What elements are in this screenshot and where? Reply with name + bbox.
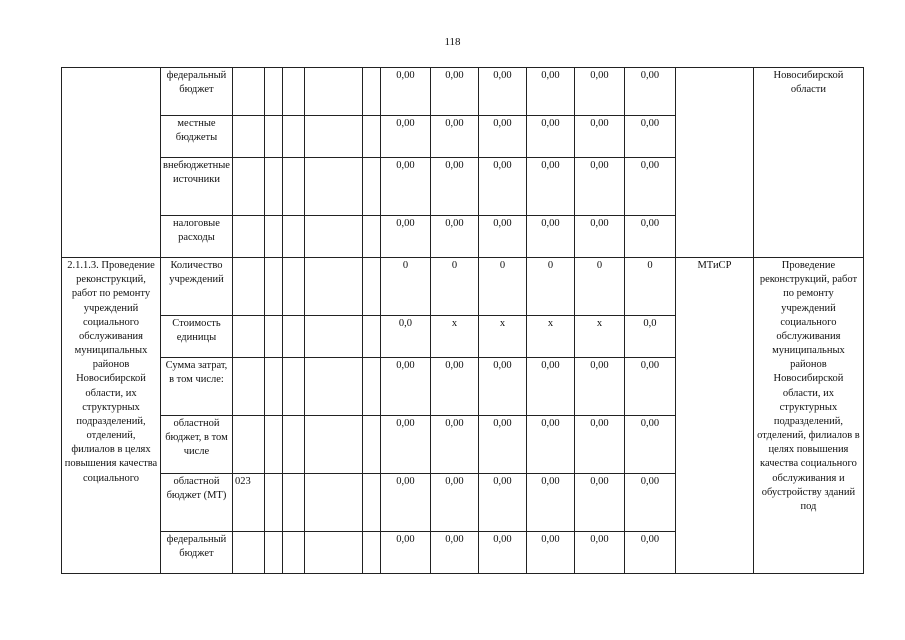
value-cell: 0,00 <box>478 116 526 158</box>
value-cell: 0,00 <box>574 532 624 574</box>
value-cell: 0,00 <box>430 358 478 416</box>
value-cell: 0,00 <box>624 532 675 574</box>
value-cell: 0 <box>478 258 526 316</box>
funding-source-cell: Стоимость единицы <box>161 316 233 358</box>
value-cell: 0,00 <box>380 358 430 416</box>
item-title-cell: 2.1.1.3. Проведение реконструкций, работ по ремонту учреждений социального обслуживания муниципальных районов Новосибирской области, их структурных подразделений, отделений, филиалов в целях повышения качества социального <box>62 258 161 574</box>
value-cell: 0,00 <box>624 68 675 116</box>
value-cell: 0,00 <box>430 216 478 258</box>
funding-source-cell: местные бюджеты <box>161 116 233 158</box>
empty-cell <box>282 316 304 358</box>
value-cell: 0,00 <box>574 68 624 116</box>
empty-cell <box>232 68 264 116</box>
value-cell: 0,00 <box>430 532 478 574</box>
value-cell: 0,00 <box>574 416 624 474</box>
empty-cell <box>282 68 304 116</box>
value-cell: 0,00 <box>478 216 526 258</box>
empty-cell <box>282 158 304 216</box>
value-cell: 0 <box>380 258 430 316</box>
empty-cell <box>304 416 362 474</box>
empty-cell <box>304 358 362 416</box>
table-row <box>62 258 864 316</box>
empty-cell <box>282 416 304 474</box>
empty-cell <box>264 474 282 532</box>
value-cell: 0,00 <box>380 116 430 158</box>
empty-cell <box>304 116 362 158</box>
empty-cell <box>264 416 282 474</box>
value-cell: 0,00 <box>430 158 478 216</box>
empty-cell <box>304 474 362 532</box>
empty-cell <box>362 358 380 416</box>
value-cell: 0,00 <box>380 68 430 116</box>
value-cell: 0,00 <box>574 216 624 258</box>
value-cell: 0,00 <box>380 158 430 216</box>
empty-cell <box>362 258 380 316</box>
empty-cell <box>304 158 362 216</box>
value-cell: 0,00 <box>478 158 526 216</box>
value-cell: 0,00 <box>624 358 675 416</box>
funding-source-cell: Количество учреждений <box>161 258 233 316</box>
funding-source-cell: федеральный бюджет <box>161 532 233 574</box>
result-cell: Новосибирской области <box>753 68 863 258</box>
code-cell: 023 <box>232 474 264 532</box>
value-cell: 0,00 <box>478 416 526 474</box>
empty-cell <box>304 258 362 316</box>
executor-cell <box>675 68 753 258</box>
value-cell: 0,00 <box>526 358 574 416</box>
value-cell: 0,00 <box>624 158 675 216</box>
value-cell: 0,00 <box>526 158 574 216</box>
value-cell: х <box>526 316 574 358</box>
funding-source-cell: налоговые расходы <box>161 216 233 258</box>
executor-cell: МТиСР <box>675 258 753 574</box>
empty-cell <box>362 316 380 358</box>
empty-cell <box>282 358 304 416</box>
value-cell: 0,00 <box>526 216 574 258</box>
value-cell: 0,0 <box>380 316 430 358</box>
empty-cell <box>264 532 282 574</box>
value-cell: 0,00 <box>380 416 430 474</box>
value-cell: 0,00 <box>380 532 430 574</box>
value-cell: 0,0 <box>624 316 675 358</box>
funding-source-cell: внебюджетные источники <box>161 158 233 216</box>
funding-source-cell: Сумма затрат, в том числе: <box>161 358 233 416</box>
empty-cell <box>304 216 362 258</box>
value-cell: 0,00 <box>574 116 624 158</box>
code-cell <box>232 316 264 358</box>
value-cell: х <box>574 316 624 358</box>
value-cell: 0,00 <box>380 474 430 532</box>
program-table <box>61 67 864 574</box>
value-cell: 0 <box>526 258 574 316</box>
empty-cell <box>264 316 282 358</box>
empty-cell <box>264 358 282 416</box>
value-cell: 0,00 <box>430 416 478 474</box>
code-cell <box>232 532 264 574</box>
table-row <box>62 68 864 116</box>
value-cell: 0,00 <box>478 358 526 416</box>
empty-cell <box>282 258 304 316</box>
value-cell: 0,00 <box>478 474 526 532</box>
value-cell: х <box>430 316 478 358</box>
funding-source-cell: областной бюджет, в том числе <box>161 416 233 474</box>
empty-cell <box>264 216 282 258</box>
empty-cell <box>304 532 362 574</box>
value-cell: 0,00 <box>478 68 526 116</box>
value-cell: 0 <box>624 258 675 316</box>
empty-cell <box>264 158 282 216</box>
item-cell <box>62 68 161 258</box>
empty-cell <box>362 116 380 158</box>
value-cell: 0,00 <box>526 532 574 574</box>
empty-cell <box>282 116 304 158</box>
empty-cell <box>264 116 282 158</box>
empty-cell <box>232 216 264 258</box>
value-cell: 0,00 <box>478 532 526 574</box>
value-cell: 0,00 <box>526 68 574 116</box>
value-cell: 0,00 <box>574 358 624 416</box>
empty-cell <box>232 158 264 216</box>
value-cell: 0,00 <box>624 416 675 474</box>
value-cell: 0,00 <box>430 474 478 532</box>
empty-cell <box>362 216 380 258</box>
empty-cell <box>232 116 264 158</box>
value-cell: 0,00 <box>380 216 430 258</box>
value-cell: 0 <box>574 258 624 316</box>
value-cell: 0,00 <box>624 474 675 532</box>
value-cell: 0,00 <box>430 116 478 158</box>
code-cell <box>232 358 264 416</box>
value-cell: 0,00 <box>574 474 624 532</box>
value-cell: 0,00 <box>574 158 624 216</box>
empty-cell <box>304 316 362 358</box>
value-cell: х <box>478 316 526 358</box>
empty-cell <box>282 474 304 532</box>
page-number: 118 <box>444 36 461 48</box>
value-cell: 0,00 <box>624 216 675 258</box>
value-cell: 0,00 <box>624 116 675 158</box>
empty-cell <box>304 68 362 116</box>
empty-cell <box>264 68 282 116</box>
value-cell: 0,00 <box>526 116 574 158</box>
value-cell: 0 <box>430 258 478 316</box>
funding-source-cell: областной бюджет (МТ) <box>161 474 233 532</box>
result-cell: Проведение реконструкций, работ по ремонту учреждений социального обслуживания муниципальных районов Новосибирской области, их структурных подразделений, отделений, филиалов в целях повышения качества социального обслуживания и обустройству зданий под <box>753 258 863 574</box>
empty-cell <box>282 532 304 574</box>
empty-cell <box>362 68 380 116</box>
code-cell <box>232 416 264 474</box>
empty-cell <box>362 532 380 574</box>
funding-source-cell: федеральный бюджет <box>161 68 233 116</box>
empty-cell <box>362 158 380 216</box>
empty-cell <box>282 216 304 258</box>
empty-cell <box>362 416 380 474</box>
empty-cell <box>264 258 282 316</box>
value-cell: 0,00 <box>430 68 478 116</box>
value-cell: 0,00 <box>526 474 574 532</box>
value-cell: 0,00 <box>526 416 574 474</box>
empty-cell <box>362 474 380 532</box>
code-cell <box>232 258 264 316</box>
